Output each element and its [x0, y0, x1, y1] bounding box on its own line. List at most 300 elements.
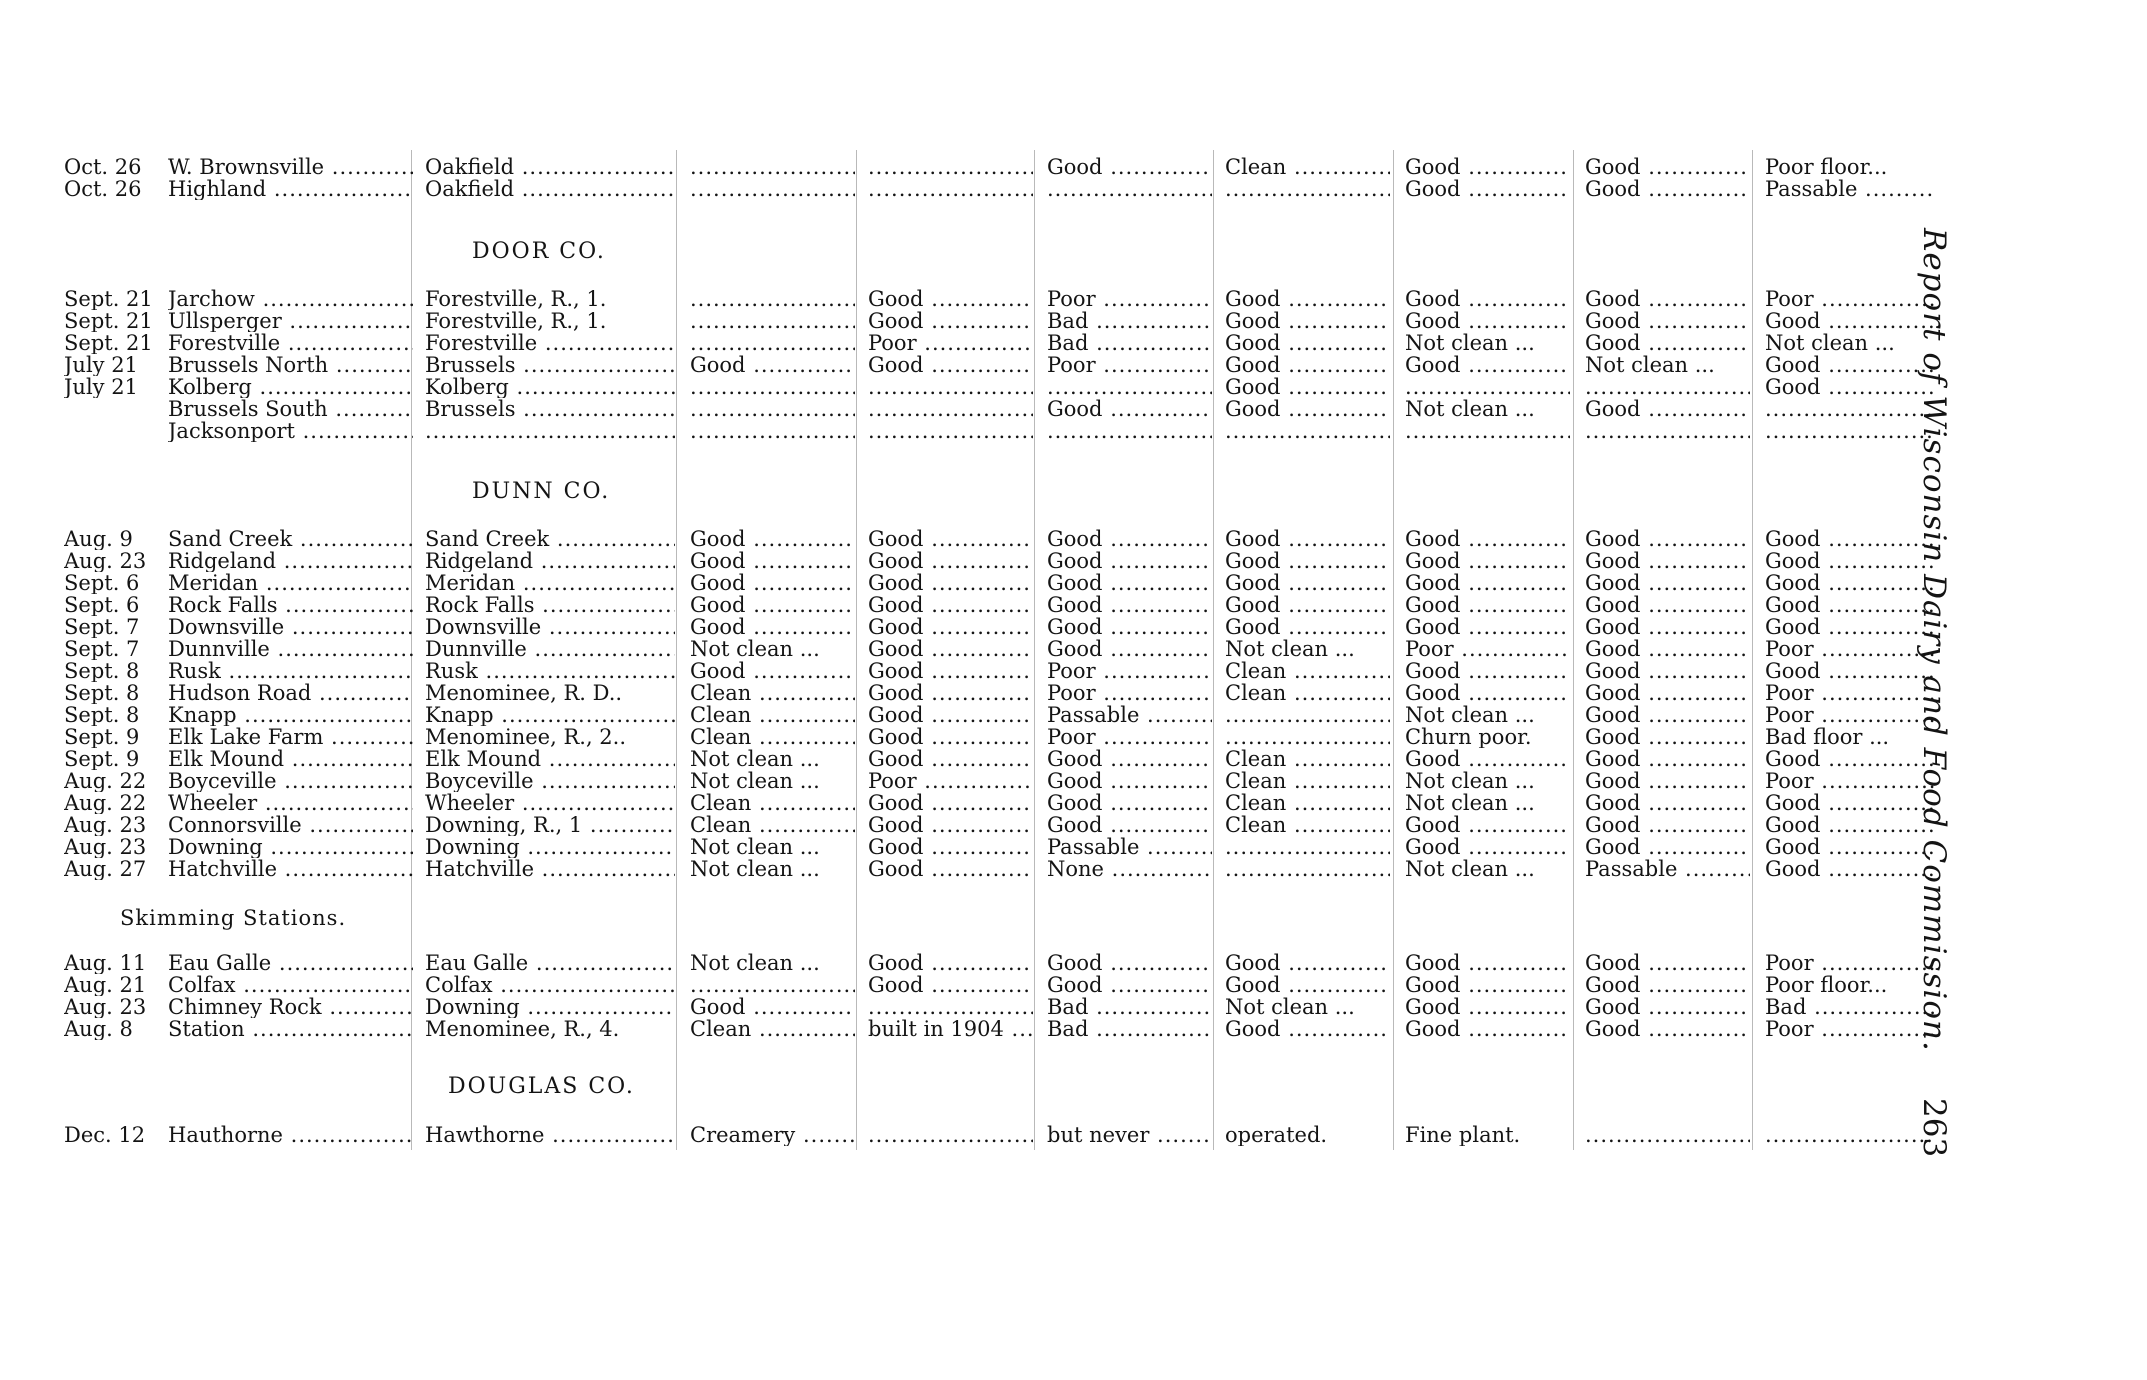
rating-cell: Good ..... — [1585, 550, 1750, 572]
factory-name: Ridgeland ..... — [168, 550, 413, 572]
post-office-cell: Oakfield ..... — [425, 156, 675, 178]
post-office-cell: Colfax ..... — [425, 974, 675, 996]
table-row — [0, 1124, 1970, 1146]
row-date: Aug. 8 — [64, 1018, 133, 1040]
row-date: Sept. 6 — [64, 594, 140, 616]
rating-cell: Good ..... — [1047, 156, 1212, 178]
factory-name: Sand Creek ..... — [168, 528, 413, 550]
rating-cell — [690, 332, 855, 354]
rating-cell: Good ..... — [1585, 952, 1750, 974]
post-office-cell: Elk Mound ..... — [425, 748, 675, 770]
rating-cell: Bad ..... — [1047, 1018, 1212, 1040]
rating-cell: Not clean ... — [1405, 792, 1535, 814]
rating-cell: Good ..... — [1585, 660, 1750, 682]
rating-cell: Good ..... — [1765, 572, 1935, 594]
rating-cell: Not clean ... — [1405, 332, 1535, 354]
rating-cell: Good ..... — [868, 354, 1033, 376]
rating-cell: Good ..... — [868, 704, 1033, 726]
rating-cell — [1765, 420, 1935, 442]
rating-cell: but never ..... — [1047, 1124, 1212, 1146]
rating-cell — [1225, 858, 1390, 880]
post-office-cell: Menominee, R., 4. — [425, 1018, 620, 1040]
table-row — [0, 420, 1970, 442]
rating-cell: Poor ..... — [868, 332, 1033, 354]
post-office-cell: Dunnville ..... — [425, 638, 675, 660]
rating-cell: Poor ..... — [1047, 354, 1212, 376]
table-row — [0, 376, 1970, 398]
row-date: Aug. 22 — [64, 792, 147, 814]
table-row — [0, 836, 1970, 858]
rating-cell: Good ..... — [1585, 288, 1750, 310]
rating-cell: Good ..... — [1047, 550, 1212, 572]
post-office-cell: Menominee, R., 2.. — [425, 726, 627, 748]
rating-cell: Not clean ... — [1225, 996, 1355, 1018]
table-row — [0, 528, 1970, 550]
rating-cell: Good ..... — [1047, 974, 1212, 996]
section-heading: Skimming Stations. — [120, 906, 347, 930]
row-date: July 21 — [64, 376, 138, 398]
table-row — [0, 682, 1970, 704]
rating-cell: Good ..... — [868, 792, 1033, 814]
rating-cell: Poor ..... — [1765, 638, 1935, 660]
table-row — [0, 354, 1970, 376]
rating-cell: Poor floor... — [1765, 974, 1888, 996]
rating-cell: Good ..... — [1585, 748, 1750, 770]
rating-cell — [1225, 704, 1390, 726]
post-office-cell: Brussels ..... — [425, 354, 675, 376]
rating-cell: Creamery ..... — [690, 1124, 855, 1146]
rating-cell — [690, 156, 855, 178]
rating-cell: Good ..... — [1405, 974, 1570, 996]
rating-cell: Poor ..... — [1405, 638, 1570, 660]
rating-cell: Poor ..... — [1765, 704, 1935, 726]
table-row — [0, 974, 1970, 996]
rating-cell: Good ..... — [1765, 858, 1935, 880]
rating-cell: Good ..... — [1765, 550, 1935, 572]
table-row — [0, 398, 1970, 420]
rating-cell — [690, 310, 855, 332]
rating-cell — [868, 398, 1033, 420]
rating-cell: Good ..... — [868, 528, 1033, 550]
rating-cell: Not clean ... — [690, 858, 820, 880]
rating-cell: Good ..... — [690, 354, 855, 376]
rating-cell: Good ..... — [1765, 792, 1935, 814]
rating-cell — [1047, 376, 1212, 398]
rating-cell — [690, 974, 855, 996]
factory-name: Rusk ..... — [168, 660, 413, 682]
rating-cell — [1585, 420, 1750, 442]
rating-cell: Not clean ... — [690, 638, 820, 660]
rating-cell — [1047, 178, 1212, 200]
rating-cell: Good ..... — [1047, 528, 1212, 550]
rating-cell: Not clean ... — [1225, 638, 1355, 660]
row-date: Sept. 21 — [64, 288, 153, 310]
factory-name: Hatchville ..... — [168, 858, 413, 880]
rating-cell: Clean ..... — [1225, 156, 1390, 178]
rating-cell: Good ..... — [1585, 528, 1750, 550]
table-row — [0, 1018, 1970, 1040]
factory-name: Boyceville ..... — [168, 770, 413, 792]
factory-name: Eau Galle ..... — [168, 952, 413, 974]
rating-cell: Poor ..... — [868, 770, 1033, 792]
rating-cell: Good ..... — [1405, 550, 1570, 572]
rating-cell: Good ..... — [1585, 332, 1750, 354]
rating-cell: Good ..... — [868, 616, 1033, 638]
rating-cell: Poor ..... — [1047, 726, 1212, 748]
rating-cell: Clean ..... — [1225, 792, 1390, 814]
table-row — [0, 726, 1970, 748]
rating-cell: Not clean ... — [690, 748, 820, 770]
rating-cell: Passable ..... — [1047, 704, 1212, 726]
factory-name: Hudson Road ..... — [168, 682, 413, 704]
rating-cell: Good ..... — [1585, 398, 1750, 420]
rating-cell — [690, 398, 855, 420]
post-office-cell: Downing ..... — [425, 996, 675, 1018]
factory-name: Downsville ..... — [168, 616, 413, 638]
rating-cell: Good ..... — [1405, 996, 1570, 1018]
rating-cell: Poor ..... — [1765, 1018, 1935, 1040]
page-number: 263 — [1916, 1098, 1952, 1158]
rating-cell — [1405, 376, 1570, 398]
rating-cell: Clean ..... — [1225, 682, 1390, 704]
post-office-cell: Menominee, R. D.. — [425, 682, 623, 704]
rating-cell: Bad ..... — [1047, 310, 1212, 332]
row-date: Sept. 9 — [64, 748, 140, 770]
rating-cell — [868, 420, 1033, 442]
rating-cell: Good ..... — [1405, 156, 1570, 178]
rating-cell: Not clean ... — [1585, 354, 1715, 376]
post-office-cell: Rock Falls ..... — [425, 594, 675, 616]
rating-cell: operated. — [1225, 1124, 1328, 1146]
factory-name: Brussels North ..... — [168, 354, 413, 376]
row-date: Aug. 23 — [64, 550, 147, 572]
rating-cell: Good ..... — [1585, 704, 1750, 726]
rating-cell: Not clean ... — [1405, 704, 1535, 726]
factory-name: Forestville ..... — [168, 332, 413, 354]
row-date: Dec. 12 — [64, 1124, 146, 1146]
rating-cell: Bad ..... — [1047, 332, 1212, 354]
rating-cell: Good ..... — [1047, 748, 1212, 770]
rating-cell: Good ..... — [868, 288, 1033, 310]
rating-cell: Not clean ... — [1405, 858, 1535, 880]
rating-cell: Poor ..... — [1047, 288, 1212, 310]
table-row — [0, 952, 1970, 974]
rating-cell — [1405, 420, 1570, 442]
rating-cell: Good ..... — [1585, 638, 1750, 660]
rating-cell: None ..... — [1047, 858, 1212, 880]
row-date: Sept. 8 — [64, 704, 140, 726]
rating-cell: Good ..... — [1225, 354, 1390, 376]
rating-cell: Good ..... — [1585, 156, 1750, 178]
rating-cell: Good ..... — [1405, 660, 1570, 682]
rating-cell: Good ..... — [1225, 398, 1390, 420]
rating-cell: Good ..... — [1405, 310, 1570, 332]
rating-cell: Good ..... — [1405, 178, 1570, 200]
rating-cell: Not clean ... — [1405, 398, 1535, 420]
post-office-cell: Boyceville ..... — [425, 770, 675, 792]
rating-cell: Good ..... — [1047, 814, 1212, 836]
post-office-cell: Oakfield ..... — [425, 178, 675, 200]
factory-name: Hauthorne ..... — [168, 1124, 413, 1146]
post-office-cell: Forestville, R., 1. — [425, 310, 607, 332]
factory-name: Elk Lake Farm ..... — [168, 726, 413, 748]
rating-cell: Good ..... — [1585, 974, 1750, 996]
table-row — [0, 156, 1970, 178]
row-date: Sept. 21 — [64, 310, 153, 332]
rating-cell: Good ..... — [1405, 836, 1570, 858]
post-office-cell: Downing, R., 1 ..... — [425, 814, 675, 836]
post-office-cell: Wheeler ..... — [425, 792, 675, 814]
rating-cell: Good ..... — [1047, 572, 1212, 594]
post-office-cell: Rusk ..... — [425, 660, 675, 682]
rating-cell: Good ..... — [868, 550, 1033, 572]
table-row — [0, 660, 1970, 682]
rating-cell: Poor ..... — [1047, 682, 1212, 704]
rating-cell: Good ..... — [1047, 398, 1212, 420]
row-date: Aug. 27 — [64, 858, 147, 880]
rating-cell — [1225, 836, 1390, 858]
rating-cell: Good ..... — [1405, 528, 1570, 550]
post-office-cell: Downsville ..... — [425, 616, 675, 638]
factory-name: Rock Falls ..... — [168, 594, 413, 616]
factory-name: Knapp ..... — [168, 704, 413, 726]
rating-cell: Good ..... — [1585, 792, 1750, 814]
rating-cell: Clean ..... — [1225, 814, 1390, 836]
rating-cell: Good ..... — [1585, 616, 1750, 638]
rating-cell: Passable ..... — [1765, 178, 1935, 200]
rating-cell: Good ..... — [868, 310, 1033, 332]
rating-cell — [1225, 178, 1390, 200]
table-row — [0, 332, 1970, 354]
table-row — [0, 616, 1970, 638]
factory-name: Chimney Rock ..... — [168, 996, 413, 1018]
rating-cell: Good ..... — [1405, 952, 1570, 974]
rating-cell: Good ..... — [868, 858, 1033, 880]
rating-cell: Good ..... — [1047, 616, 1212, 638]
rating-cell: Good ..... — [690, 660, 855, 682]
factory-name: Jacksonport ..... — [168, 420, 413, 442]
row-date: July 21 — [64, 354, 138, 376]
post-office-cell: Kolberg ..... — [425, 376, 675, 398]
rating-cell: Good ..... — [868, 638, 1033, 660]
factory-name: Ullsperger ..... — [168, 310, 413, 332]
rating-cell: Good ..... — [1225, 288, 1390, 310]
rating-cell: Good ..... — [1405, 288, 1570, 310]
rating-cell: Good ..... — [1585, 836, 1750, 858]
factory-name: Connorsville ..... — [168, 814, 413, 836]
rating-cell: built in 1904 ..... — [868, 1018, 1033, 1040]
factory-name: Station ..... — [168, 1018, 413, 1040]
table-row — [0, 748, 1970, 770]
rating-cell: Fine plant. — [1405, 1124, 1521, 1146]
rating-cell: Good ..... — [1405, 594, 1570, 616]
rating-cell — [1585, 376, 1750, 398]
rating-cell: Good ..... — [1047, 594, 1212, 616]
rating-cell: Good ..... — [868, 594, 1033, 616]
post-office-cell: Knapp ..... — [425, 704, 675, 726]
rating-cell: Good ..... — [1765, 660, 1935, 682]
row-date: Aug. 23 — [64, 836, 147, 858]
rating-cell: Churn poor. — [1405, 726, 1532, 748]
rating-cell: Not clean ... — [690, 952, 820, 974]
row-date: Aug. 22 — [64, 770, 147, 792]
table-row — [0, 572, 1970, 594]
rating-cell: Poor ..... — [1765, 682, 1935, 704]
rating-cell: Good ..... — [690, 594, 855, 616]
rating-cell: Not clean ... — [690, 836, 820, 858]
row-date: Aug. 23 — [64, 814, 147, 836]
rating-cell: Good ..... — [1047, 952, 1212, 974]
rating-cell: Poor ..... — [1765, 952, 1935, 974]
rating-cell: Clean ..... — [690, 726, 855, 748]
rating-cell: Good ..... — [690, 616, 855, 638]
rating-cell: Good ..... — [868, 572, 1033, 594]
row-date: Aug. 9 — [64, 528, 133, 550]
rating-cell: Clean ..... — [690, 814, 855, 836]
rating-cell: Good ..... — [1765, 748, 1935, 770]
rating-cell: Good ..... — [868, 836, 1033, 858]
table-row — [0, 594, 1970, 616]
rating-cell: Good ..... — [1765, 376, 1935, 398]
factory-name: Meridan ..... — [168, 572, 413, 594]
row-date: Sept. 7 — [64, 638, 140, 660]
rating-cell: Good ..... — [1225, 376, 1390, 398]
rating-cell — [868, 156, 1033, 178]
factory-name: Dunnville ..... — [168, 638, 413, 660]
rating-cell: Good ..... — [868, 974, 1033, 996]
rating-cell: Good ..... — [1047, 638, 1212, 660]
table-row — [0, 814, 1970, 836]
rating-cell — [868, 376, 1033, 398]
rating-cell — [690, 288, 855, 310]
table-row — [0, 858, 1970, 880]
row-date: Aug. 21 — [64, 974, 147, 996]
rating-cell: Clean ..... — [690, 1018, 855, 1040]
rating-cell: Good ..... — [690, 996, 855, 1018]
rating-cell: Good ..... — [1225, 572, 1390, 594]
rating-cell: Not clean ... — [1765, 332, 1895, 354]
post-office-cell: Forestville, R., 1. — [425, 288, 607, 310]
rating-cell: Good ..... — [1585, 178, 1750, 200]
row-date — [64, 420, 169, 442]
rating-cell: Passable ..... — [1585, 858, 1750, 880]
factory-name: Highland ..... — [168, 178, 413, 200]
rating-cell: Bad ..... — [1047, 996, 1212, 1018]
rating-cell: Good ..... — [868, 660, 1033, 682]
rating-cell: Clean ..... — [1225, 770, 1390, 792]
rating-cell: Good ..... — [1765, 310, 1935, 332]
post-office-cell: Meridan ..... — [425, 572, 675, 594]
rating-cell — [1225, 420, 1390, 442]
rating-cell: Good ..... — [1225, 616, 1390, 638]
rating-cell: Good ..... — [1405, 1018, 1570, 1040]
post-office-cell — [425, 420, 675, 442]
factory-name: Wheeler ..... — [168, 792, 413, 814]
rating-cell: Good ..... — [1765, 528, 1935, 550]
rating-cell: Good ..... — [1765, 354, 1935, 376]
row-date: Sept. 7 — [64, 616, 140, 638]
rating-cell: Passable ..... — [1047, 836, 1212, 858]
rating-cell: Good ..... — [1585, 814, 1750, 836]
factory-name: Brussels South ..... — [168, 398, 413, 420]
table-row — [0, 550, 1970, 572]
factory-name: W. Brownsville ..... — [168, 156, 413, 178]
rating-cell: Good ..... — [1585, 682, 1750, 704]
rating-cell: Good ..... — [1765, 814, 1935, 836]
rating-cell: Good ..... — [1225, 310, 1390, 332]
row-date: Sept. 6 — [64, 572, 140, 594]
factory-name: Kolberg ..... — [168, 376, 413, 398]
rating-cell: Good ..... — [1225, 594, 1390, 616]
rating-cell: Bad ..... — [1765, 996, 1935, 1018]
rating-cell — [1225, 726, 1390, 748]
rating-cell: Good ..... — [868, 748, 1033, 770]
rating-cell: Good ..... — [1225, 550, 1390, 572]
post-office-cell: Eau Galle ..... — [425, 952, 675, 974]
rating-cell: Good ..... — [690, 528, 855, 550]
rating-cell: Good ..... — [868, 726, 1033, 748]
rating-cell: Good ..... — [1225, 1018, 1390, 1040]
rating-cell: Not clean ... — [690, 770, 820, 792]
post-office-cell: Ridgeland ..... — [425, 550, 675, 572]
rating-cell — [1765, 398, 1935, 420]
rating-cell: Poor ..... — [1765, 770, 1935, 792]
rating-cell: Good ..... — [1405, 572, 1570, 594]
factory-name: Downing ..... — [168, 836, 413, 858]
rating-cell: Good ..... — [1225, 528, 1390, 550]
rating-cell: Good ..... — [1405, 814, 1570, 836]
rating-cell: Good ..... — [1765, 616, 1935, 638]
post-office-cell: Sand Creek ..... — [425, 528, 675, 550]
rating-cell: Clean ..... — [690, 682, 855, 704]
row-date: Sept. 8 — [64, 682, 140, 704]
rating-cell — [1585, 1124, 1750, 1146]
table-row — [0, 704, 1970, 726]
rating-cell: Poor ..... — [1765, 288, 1935, 310]
rating-cell: Good ..... — [1047, 792, 1212, 814]
row-date: Oct. 26 — [64, 178, 142, 200]
rating-cell: Good ..... — [1405, 682, 1570, 704]
rating-cell — [690, 178, 855, 200]
table-row — [0, 996, 1970, 1018]
table-row — [0, 288, 1970, 310]
rating-cell: Poor ..... — [1047, 660, 1212, 682]
post-office-cell: Downing ..... — [425, 836, 675, 858]
rating-cell: Good ..... — [1047, 770, 1212, 792]
rating-cell: Good ..... — [868, 682, 1033, 704]
rating-cell: Good ..... — [868, 952, 1033, 974]
factory-name: Colfax ..... — [168, 974, 413, 996]
rating-cell — [690, 376, 855, 398]
rating-cell: Good ..... — [1405, 748, 1570, 770]
rating-cell: Good ..... — [1585, 594, 1750, 616]
rating-cell: Good ..... — [1585, 1018, 1750, 1040]
post-office-cell: Hatchville ..... — [425, 858, 675, 880]
rating-cell — [1047, 420, 1212, 442]
rating-cell: Clean ..... — [1225, 660, 1390, 682]
rating-cell — [1765, 1124, 1935, 1146]
rating-cell: Good ..... — [868, 814, 1033, 836]
rating-cell: Clean ..... — [690, 704, 855, 726]
section-heading: DOUGLAS CO. — [448, 1074, 635, 1099]
rating-cell — [868, 178, 1033, 200]
row-date: Sept. 21 — [64, 332, 153, 354]
rating-cell: Poor floor... — [1765, 156, 1888, 178]
rating-cell — [690, 420, 855, 442]
table-row — [0, 770, 1970, 792]
post-office-cell: Forestville ..... — [425, 332, 675, 354]
table-row — [0, 638, 1970, 660]
